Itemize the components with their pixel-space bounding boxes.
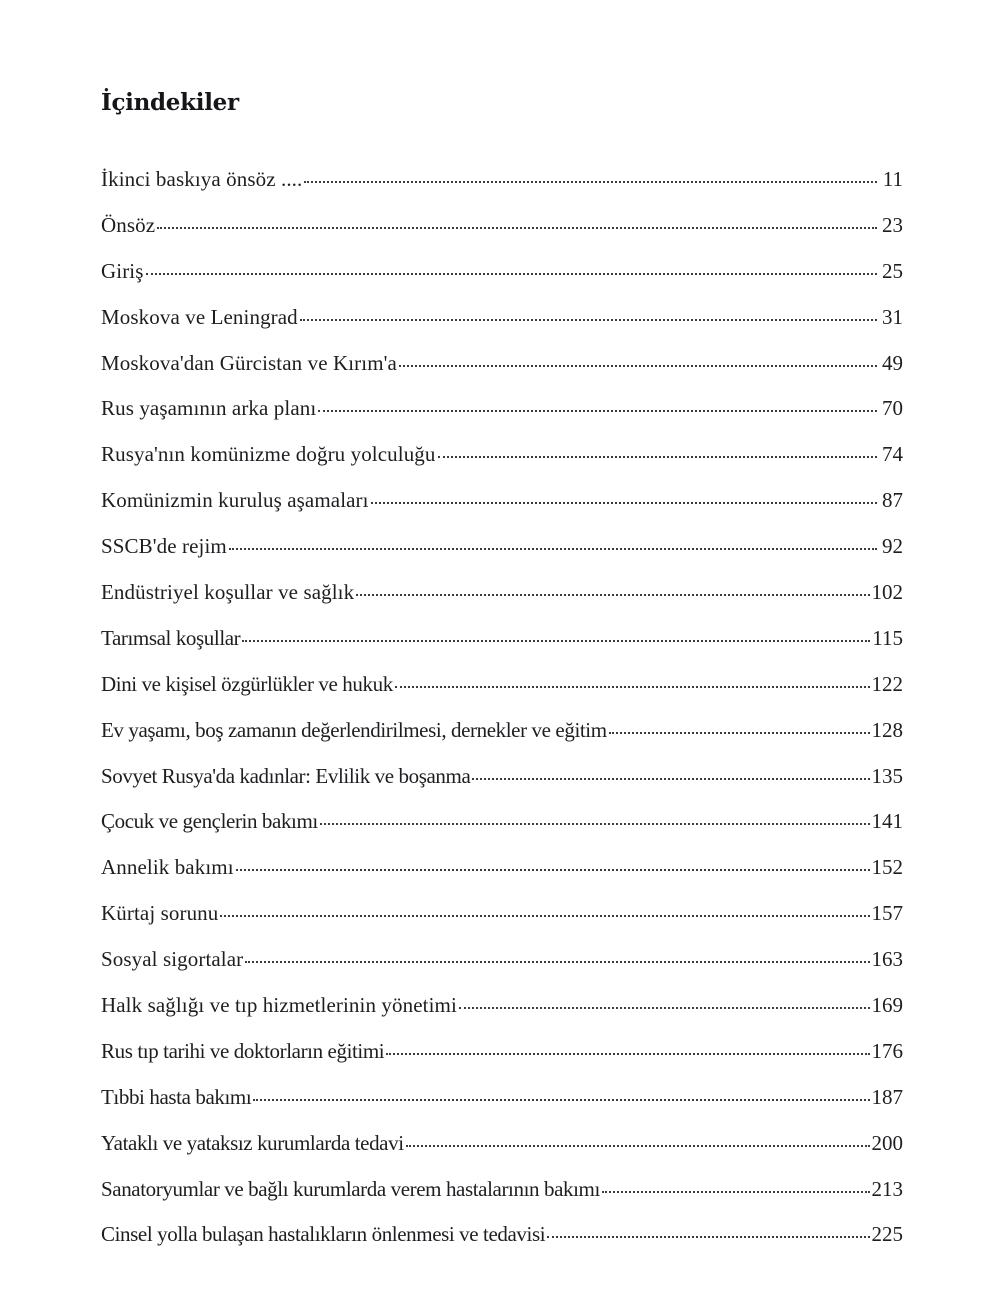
toc-entry-page: 70	[882, 396, 903, 421]
dot-leader	[245, 946, 869, 966]
page-title: İçindekiler	[101, 89, 239, 117]
toc-entry-title: İkinci baskıya önsöz ....	[101, 167, 303, 191]
dot-leader	[229, 533, 877, 553]
toc-entry-page: 135	[871, 763, 903, 788]
toc-entry-title: Tıbbi hasta bakımı	[101, 1084, 252, 1109]
toc-entry-title: Cinsel yolla bulaşan hastalıkların önlenmesi ve tedavisi	[101, 1222, 546, 1247]
toc-entry-title: Sosyal sigortalar	[101, 947, 244, 972]
toc-entry-title: Komünizmin kuruluş aşamaları	[101, 488, 369, 513]
toc-entry[interactable]	[101, 483, 903, 529]
toc-entry[interactable]	[101, 896, 903, 942]
toc-entry[interactable]	[101, 804, 903, 850]
dot-leader	[459, 992, 870, 1012]
toc-entry-page: 87	[882, 488, 903, 513]
toc-entry[interactable]	[101, 942, 903, 988]
toc-entry-page: 169	[871, 993, 903, 1018]
dot-leader	[406, 1130, 870, 1150]
toc-entry[interactable]	[101, 850, 903, 896]
toc-entry-title: Çocuk ve gençlerin bakımı	[101, 809, 318, 834]
toc-entry-title: Sovyet Rusya'da kadınlar: Evlilik ve boşanma	[101, 763, 471, 788]
toc-entry-page: 25	[882, 258, 903, 283]
toc-entry[interactable]	[101, 1080, 903, 1126]
toc-entry-page: 23	[882, 212, 903, 237]
toc-entry[interactable]	[101, 988, 903, 1034]
toc-entry-page: 92	[882, 534, 903, 559]
toc-entry[interactable]	[101, 437, 903, 483]
toc-entry-page: 213	[871, 1176, 903, 1201]
toc-entry-title: Giriş	[101, 258, 144, 283]
toc-entry-page: 31	[882, 304, 903, 329]
toc-entry[interactable]	[101, 254, 903, 300]
dot-leader	[371, 487, 877, 507]
toc-entry-title: Endüstriyel koşullar ve sağlık	[101, 580, 355, 605]
toc-entry-title: Tarımsal koşullar	[101, 625, 241, 650]
toc-entry[interactable]	[101, 1126, 903, 1172]
dot-leader	[318, 395, 877, 415]
dot-leader	[547, 1221, 869, 1241]
toc-entry[interactable]	[101, 713, 903, 759]
dot-leader	[438, 441, 878, 461]
dot-leader	[395, 671, 870, 691]
toc-entry-page: 225	[871, 1222, 903, 1247]
dot-leader	[356, 579, 869, 599]
toc-entry-title: Sanatoryumlar ve bağlı kurumlarda verem hastalarının bakımı	[101, 1176, 600, 1201]
toc-entry[interactable]	[101, 391, 903, 437]
toc-entry-page: 163	[871, 947, 903, 972]
toc-entry-title: Annelik bakımı	[101, 855, 234, 880]
toc-entry-title: Rus yaşamının arka planı	[101, 396, 317, 421]
toc-entry-title: Halk sağlığı ve tıp hizmetlerinin yönetimi	[101, 993, 457, 1018]
toc-entry[interactable]	[101, 162, 903, 208]
toc-entry-page: 176	[871, 1038, 903, 1063]
toc-entry[interactable]	[101, 759, 903, 805]
dot-leader	[609, 717, 870, 737]
dot-leader	[399, 350, 877, 370]
toc-entry-page: 49	[882, 350, 903, 375]
toc-entry-page: 122	[871, 671, 903, 696]
toc-entry[interactable]	[101, 1172, 903, 1218]
toc-entry-page: 141	[871, 809, 903, 834]
toc-entry-title: Yataklı ve yataksız kurumlarda tedavi	[101, 1130, 404, 1155]
dot-leader	[320, 808, 870, 828]
toc-entry[interactable]	[101, 529, 903, 575]
dot-leader	[253, 1084, 869, 1104]
toc-entry-page: 115	[872, 625, 903, 650]
toc-entry-title: Kürtaj sorunu	[101, 901, 219, 926]
toc-entry-title: Rus tıp tarihi ve doktorların eğitimi	[101, 1038, 385, 1063]
dot-leader	[242, 625, 870, 645]
table-of-contents	[101, 162, 903, 1263]
dot-leader	[304, 166, 877, 186]
dot-leader	[157, 212, 877, 232]
toc-entry-page: 152	[871, 855, 903, 880]
dot-leader	[220, 900, 869, 920]
toc-entry[interactable]	[101, 346, 903, 392]
dot-leader	[300, 304, 877, 324]
dot-leader	[236, 854, 870, 874]
toc-entry-page: 187	[871, 1084, 903, 1109]
dot-leader	[472, 763, 869, 783]
toc-entry-page: 157	[871, 901, 903, 926]
toc-entry-title: Moskova'dan Gürcistan ve Kırım'a	[101, 350, 397, 375]
toc-entry-page: 200	[871, 1130, 903, 1155]
toc-entry-page: 11	[882, 167, 903, 191]
toc-entry-page: 128	[871, 717, 903, 742]
toc-entry[interactable]	[101, 300, 903, 346]
toc-entry[interactable]	[101, 621, 903, 667]
toc-entry[interactable]	[101, 575, 903, 621]
toc-entry-title: Ev yaşamı, boş zamanın değerlendirilmesi, dernekler ve eğitim	[101, 717, 607, 742]
toc-entry-title: SSCB'de rejim	[101, 534, 227, 559]
dot-leader	[146, 258, 878, 278]
toc-entry[interactable]	[101, 208, 903, 254]
toc-entry[interactable]	[101, 1217, 903, 1263]
dot-leader	[602, 1176, 870, 1196]
toc-entry-title: Önsöz	[101, 212, 156, 237]
dot-leader	[386, 1038, 869, 1058]
toc-entry-page: 74	[882, 442, 903, 467]
toc-entry-title: Moskova ve Leningrad	[101, 304, 298, 329]
toc-entry-title: Rusya'nın komünizme doğru yolculuğu	[101, 442, 436, 467]
toc-entry[interactable]	[101, 667, 903, 713]
toc-entry[interactable]	[101, 1034, 903, 1080]
toc-entry-title: Dini ve kişisel özgürlükler ve hukuk	[101, 671, 393, 696]
toc-entry-page: 102	[871, 580, 903, 605]
